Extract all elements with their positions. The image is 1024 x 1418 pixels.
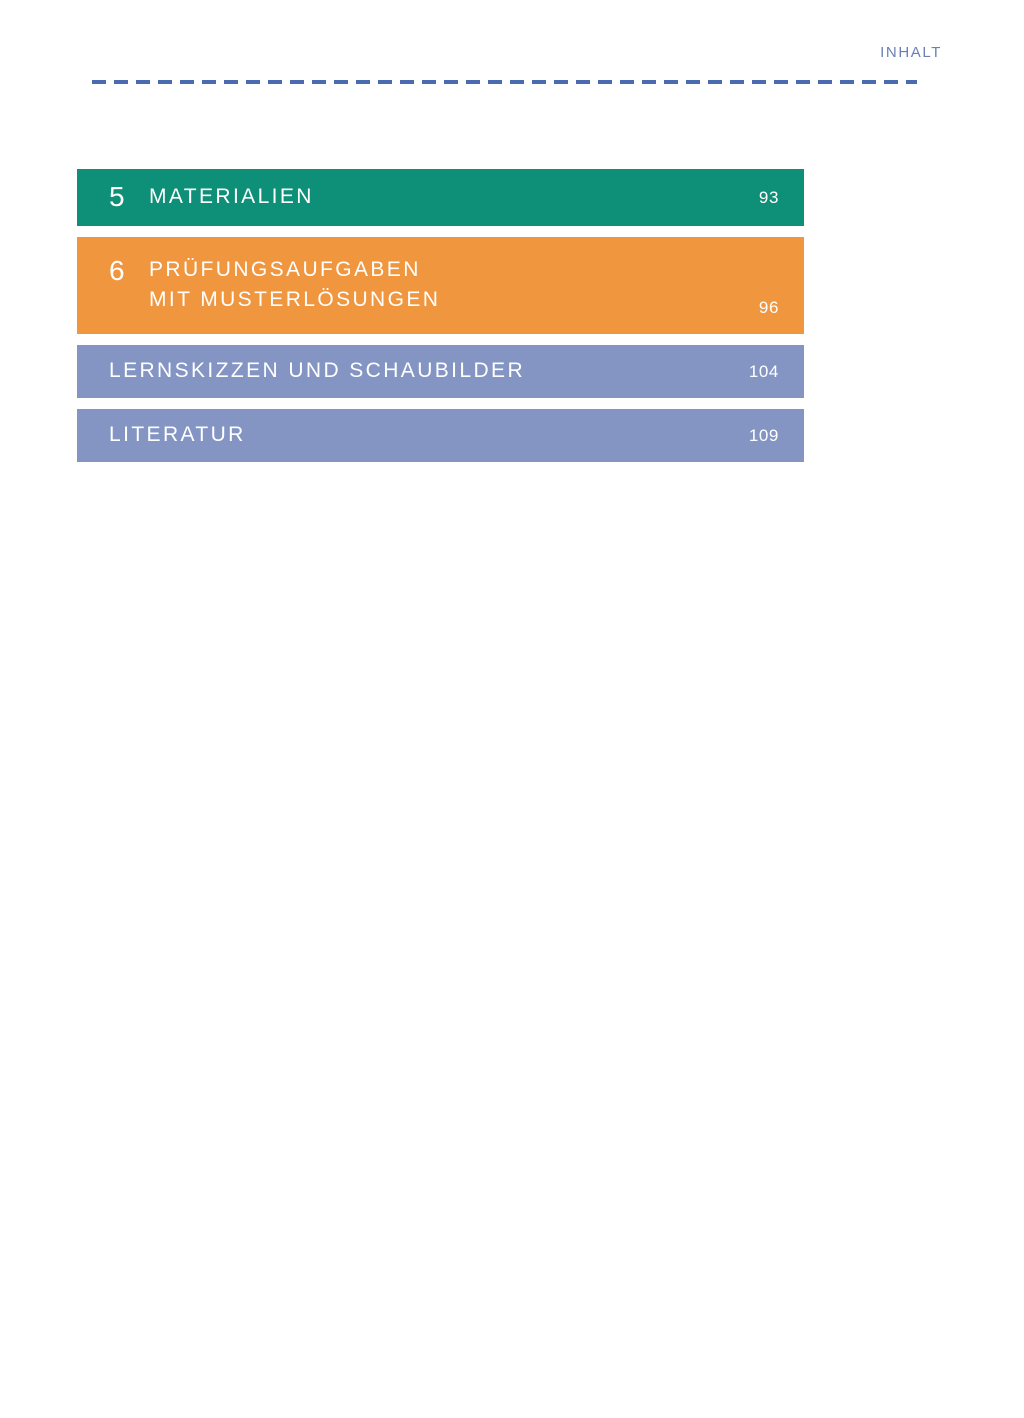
toc-entry-lernskizzen-und-schaubilder[interactable] (77, 345, 804, 398)
toc-entry-number: 6 (109, 255, 126, 286)
toc-entry-literatur[interactable] (77, 409, 804, 462)
toc-entry-page-number: 93 (758, 187, 779, 207)
toc-entry-pruefungsaufgaben[interactable] (77, 237, 804, 334)
toc-entry-title-line1: LERNSKIZZEN UND SCHAUBILDER (109, 359, 526, 383)
toc-entry-title (149, 182, 694, 212)
toc-entry-materialien[interactable] (77, 169, 804, 226)
toc-entry-title-line1: PRÜFUNGSAUFGABEN (149, 258, 421, 281)
header-dashed-rule (92, 80, 917, 84)
table-of-contents (77, 169, 804, 473)
toc-entry-page-number: 109 (748, 425, 779, 445)
toc-entry-title-line1: MATERIALIEN (149, 185, 314, 209)
toc-entry-title (77, 420, 694, 450)
toc-entry-title (77, 356, 694, 386)
toc-entry-page-number: 104 (748, 361, 779, 381)
toc-entry-number: 5 (109, 181, 126, 213)
toc-entry-title (149, 255, 694, 316)
toc-entry-page-number: 96 (758, 298, 779, 317)
toc-entry-title-line2: MIT MUSTERLÖSUNGEN (149, 288, 441, 312)
running-head: INHALT (880, 44, 942, 61)
toc-entry-title-line1: LITERATUR (109, 423, 246, 447)
